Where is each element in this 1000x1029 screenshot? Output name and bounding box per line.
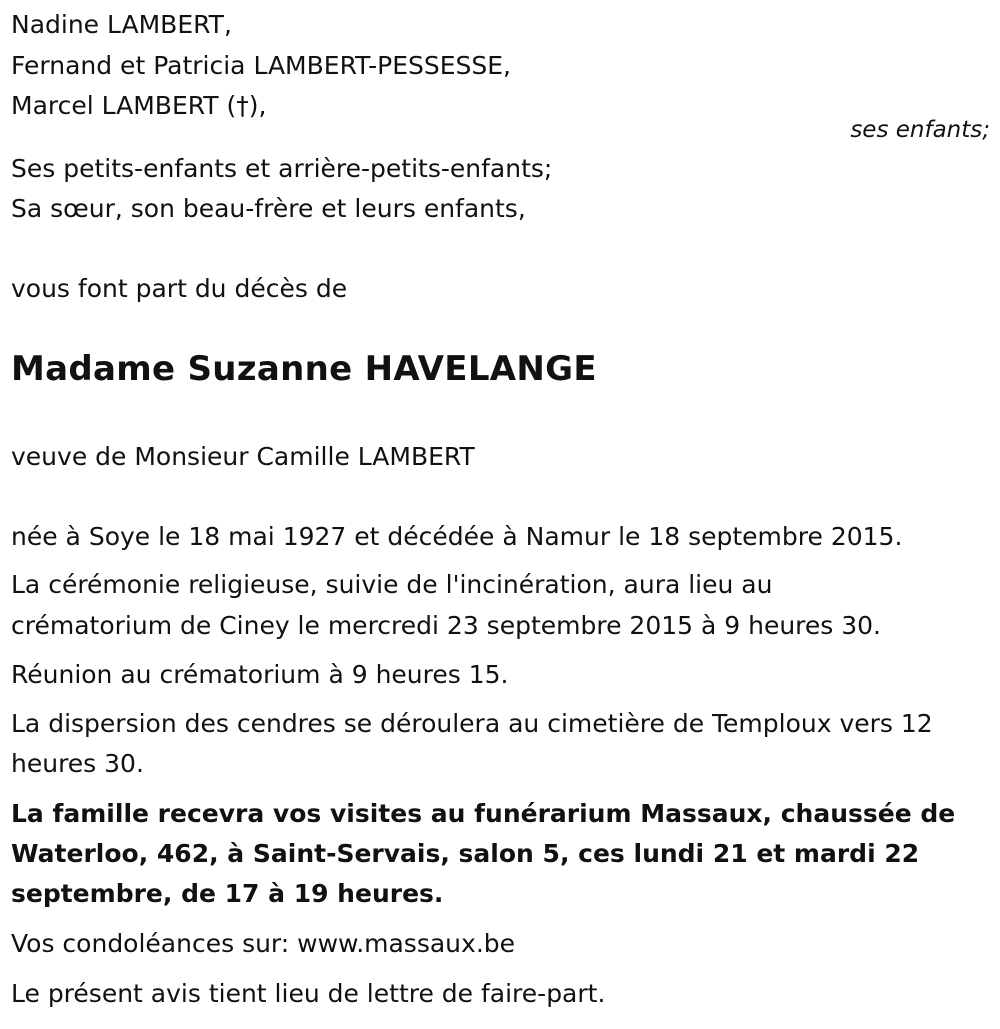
meeting-line: Réunion au crématorium à 9 heures 15. (11, 660, 509, 689)
visits-line-1: La famille recevra vos visites au funérarium Massaux, chaussée de (11, 799, 956, 828)
siblings-line: Sa sœur, son beau-frère et leurs enfants, (11, 194, 526, 223)
spouse-line: veuve de Monsieur Camille LAMBERT (11, 442, 475, 471)
grandchildren-line: Ses petits-enfants et arrière-petits-enfants; (11, 154, 553, 183)
children-label: ses enfants; (850, 117, 990, 143)
visits-line-2: Waterloo, 462, à Saint-Servais, salon 5, ces lundi 21 et mardi 22 (11, 839, 920, 868)
deceased-name: Madame Suzanne HAVELANGE (11, 349, 597, 389)
announcement-line: vous font part du décès de (11, 274, 348, 303)
child-name-3: Marcel LAMBERT (†), (11, 91, 267, 120)
condolences-line: Vos condoléances sur: www.massaux.be (11, 929, 516, 958)
birth-death-line: née à Soye le 18 mai 1927 et décédée à Namur le 18 septembre 2015. (11, 522, 903, 551)
visits-line-3: septembre, de 17 à 19 heures. (11, 879, 444, 908)
child-name-2: Fernand et Patricia LAMBERT-PESSESSE, (11, 51, 511, 80)
child-name-1: Nadine LAMBERT, (11, 10, 232, 39)
ceremony-line-2: crématorium de Ciney le mercredi 23 septembre 2015 à 9 heures 30. (11, 611, 882, 640)
ceremony-line-1: La cérémonie religieuse, suivie de l'incinération, aura lieu au (11, 570, 773, 599)
dispersion-line-1: La dispersion des cendres se déroulera au cimetière de Temploux vers 12 (11, 709, 933, 738)
closing-line: Le présent avis tient lieu de lettre de faire-part. (11, 979, 606, 1008)
dispersion-line-2: heures 30. (11, 749, 144, 778)
